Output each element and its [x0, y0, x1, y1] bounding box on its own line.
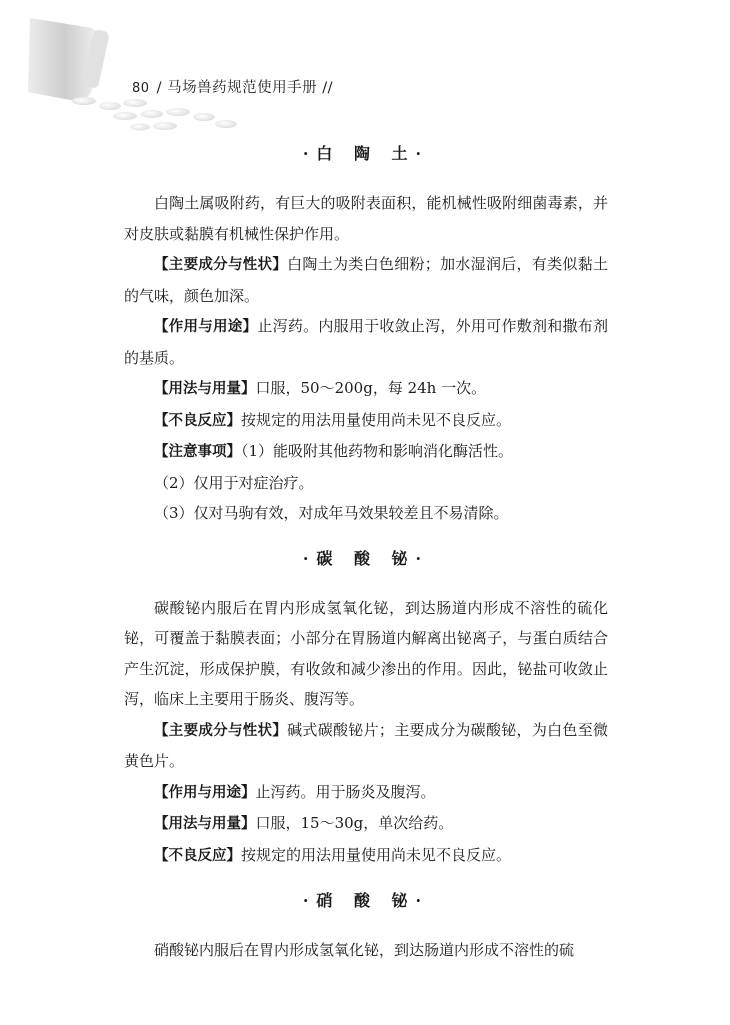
item-text: 按规定的用法用量使用尚未见不良反应。 [241, 845, 512, 864]
section-title-bismuth-nitrate: ·硝 酸 铋· [302, 891, 430, 910]
item-label: 【主要成分与性状】 [154, 257, 288, 273]
page-number: 80 [132, 81, 150, 96]
note-item: （3）仅对马驹有效，对成年马效果较差且不易清除。 [154, 504, 509, 522]
property-item [124, 249, 608, 311]
section-title-kaolin: ·白 陶 土· [302, 144, 430, 163]
property-item [124, 311, 608, 373]
item-text: 口服，50～200g，每 24h 一次。 [255, 379, 487, 397]
item-label: 【注意事项】 [154, 444, 241, 460]
item-text: （1）能吸附其他药物和影响消化酶活性。 [241, 442, 514, 460]
section-intro: 白陶土属吸附药，有巨大的吸附表面积，能机械性吸附细菌毒素，并对皮肤或黏膜有机械性保护作用。 [124, 194, 608, 243]
item-label: 【主要成分与性状】 [154, 722, 288, 739]
item-label: 【作用与用途】 [154, 784, 256, 801]
item-text: 碱式碳酸铋片；主要成分为碳酸铋，为白色至微黄色片。 [124, 720, 608, 770]
property-item [124, 715, 608, 777]
page-body [124, 138, 608, 966]
item-label: 【不良反应】 [154, 412, 241, 429]
item-text: 口服，15～30g，单次给药。 [255, 814, 454, 832]
section-intro: 碳酸铋内服后在胃内形成氢氧化铋，到达肠道内形成不溶性的硫化铋，可覆盖于黏膜表面；小部分在胃肠道内解离出铋离子，与蛋白质结合产生沉淀，形成保护膜，有收敛和减少渗出的作用。因此，铋盐可收敛止泻，临床上主要用于肠炎、腹泻等。 [124, 598, 608, 708]
book-title: / 马场兽药规范使用手册 // [156, 80, 334, 96]
section-title-bismuth-carbonate: ·碳 酸 铋· [302, 548, 430, 568]
note-item: （2）仅用于对症治疗。 [154, 473, 314, 492]
item-text: 止泻药。内服用于收敛止泻，外用可作敷剂和撒布剂的基质。 [124, 317, 608, 367]
item-label: 【用法与用量】 [154, 816, 256, 832]
pill-bottle-illustration [0, 0, 260, 140]
property-item [124, 373, 608, 405]
property-item [124, 405, 608, 437]
item-text: 白陶土为类白色细粉；加水湿润后，有类似黏土的气味，颜色加深。 [124, 255, 608, 305]
section-intro: 硝酸铋内服后在胃内形成氢氧化铋，到达肠道内形成不溶性的硫 [154, 941, 575, 959]
item-label: 【用法与用量】 [154, 381, 256, 397]
item-label: 【不良反应】 [154, 847, 241, 864]
property-item [124, 777, 608, 809]
item-label: 【作用与用途】 [154, 319, 258, 335]
property-item [124, 840, 608, 872]
property-item [124, 436, 608, 468]
property-item [124, 808, 608, 840]
running-header [132, 76, 333, 97]
item-text: 按规定的用法用量使用尚未见不良反应。 [241, 410, 512, 429]
item-text: 止泻药。用于肠炎及腹泻。 [255, 782, 436, 801]
